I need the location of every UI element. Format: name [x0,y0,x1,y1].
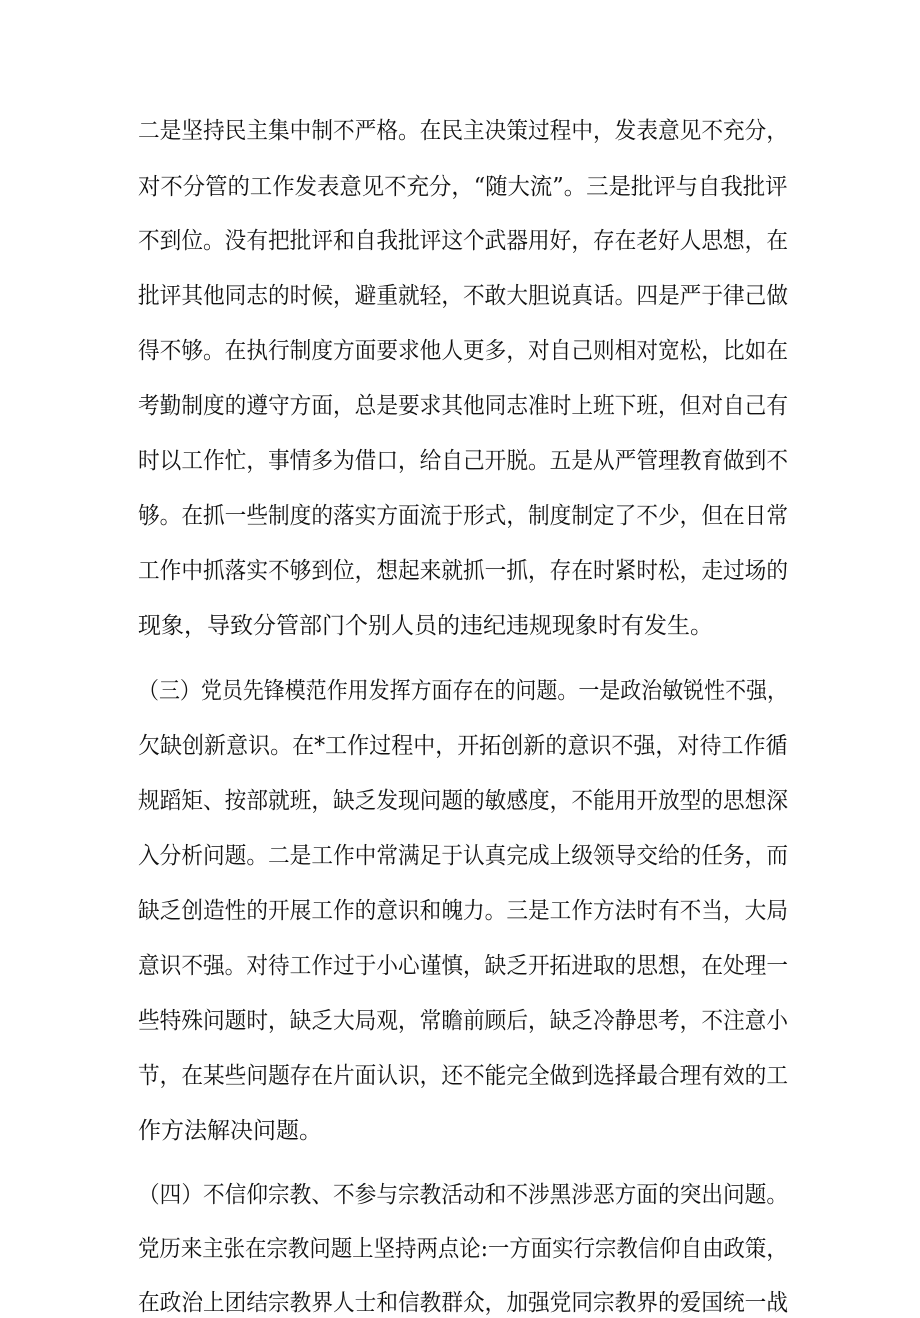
text-line: 二是坚持民主集中制不严格。在民主决策过程中，发表意见不充分， [138,118,788,144]
section-heading-4: （四）不信仰宗教、不参与宗教活动和不涉黑涉恶方面的突出问题。 [138,1182,788,1208]
text-line: 作方法解决问题。 [138,1118,322,1144]
text-line: 缺乏创造性的开展工作的意识和魄力。三是工作方法时有不当，大局 [138,898,788,924]
text-line: 现象，导致分管部门个别人员的违纪违规现象时有发生。 [138,613,713,639]
text-line: 规蹈矩、按部就班，缺乏发现问题的敏感度，不能用开放型的思想深 [138,788,788,814]
section-heading-3: （三）党员先锋模范作用发挥方面存在的问题。一是政治敏锐性不强， [138,678,788,704]
text-line: 考勤制度的遵守方面，总是要求其他同志准时上班下班，但对自己有 [138,393,788,419]
text-line: 够。在抓一些制度的落实方面流于形式，制度制定了不少，但在日常 [138,503,788,529]
text-line: 节，在某些问题存在片面认识，还不能完全做到选择最合理有效的工 [138,1063,788,1089]
text-line: 入分析问题。二是工作中常满足于认真完成上级领导交给的任务，而 [138,843,788,869]
text-line: 对不分管的工作发表意见不充分，“随大流”。三是批评与自我批评 [138,174,788,200]
text-line: 意识不强。对待工作过于小心谨慎，缺乏开拓进取的思想，在处理一 [138,953,788,979]
text-line: 时以工作忙，事情多为借口，给自己开脱。五是从严管理教育做到不 [138,448,788,474]
text-line: 得不够。在执行制度方面要求他人更多，对自己则相对宽松，比如在 [138,338,788,364]
text-line: 些特殊问题时，缺乏大局观，常瞻前顾后，缺乏冷静思考，不注意小 [138,1008,788,1034]
text-line: 批评其他同志的时候，避重就轻，不敢大胆说真话。四是严于律己做 [138,283,788,309]
text-line: 工作中抓落实不够到位，想起来就抓一抓，存在时紧时松，走过场的 [138,558,788,584]
text-line: 欠缺创新意识。在*工作过程中，开拓创新的意识不强，对待工作循 [138,733,788,759]
text-line: 党历来主张在宗教问题上坚持两点论:一方面实行宗教信仰自由政策， [138,1236,788,1262]
text-line: 不到位。没有把批评和自我批评这个武器用好，存在老好人思想，在 [138,228,788,254]
text-line: 在政治上团结宗教界人士和信教群众，加强党同宗教界的爱国统一战 [138,1290,788,1316]
